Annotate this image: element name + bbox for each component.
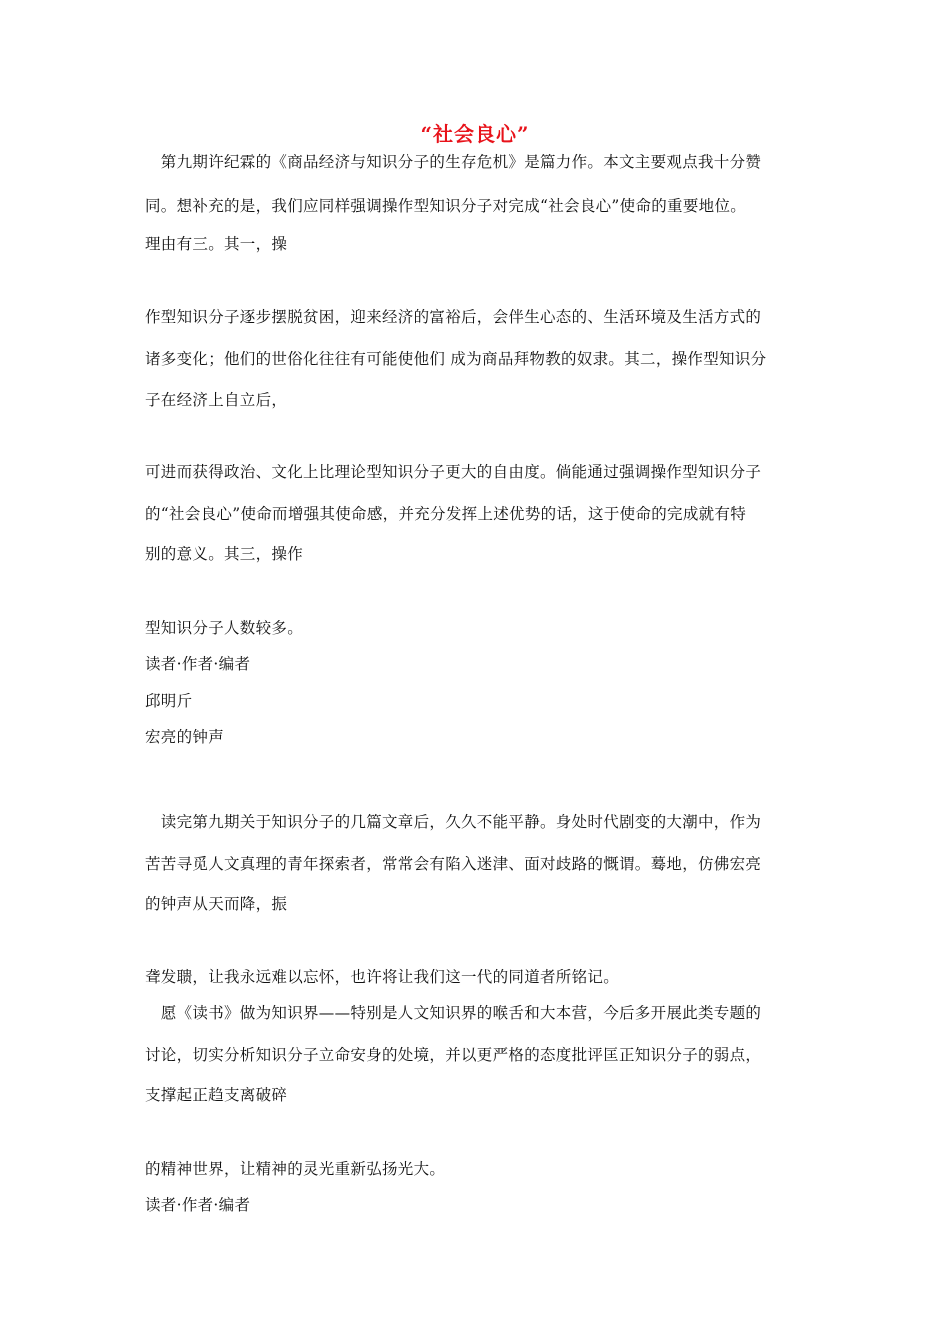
author-name: 邱明斤 [145, 692, 193, 710]
text-line: 苦苦寻觅人文真理的青年探索者，常常会有陷入迷津、面对歧路的慨谓。蓦地，仿佛宏亮 [145, 855, 762, 873]
text-line: 理由有三。其一，操 [145, 235, 288, 253]
section-title: 宏亮的钟声 [145, 728, 225, 746]
section-heading: 读者·作者·编者 [145, 655, 251, 673]
text-line: 愿《读书》做为知识界——特别是人文知识界的喉舌和大本营，今后多开展此类专题的 [145, 1004, 762, 1022]
text-line: 别的意义。其三，操作 [145, 545, 304, 563]
article-title: “社会良心” [420, 122, 530, 146]
text-line: 读完第九期关于知识分子的几篇文章后，久久不能平静。身处时代剧变的大潮中，作为 [145, 813, 762, 831]
text-line: 的“社会良心”使命而增强其使命感，并充分发挥上述优势的话，这于使命的完成就有特 [145, 505, 747, 523]
section-heading: 读者·作者·编者 [145, 1196, 251, 1214]
text-line: 讨论，切实分析知识分子立命安身的处境，并以更严格的态度批评匡正知识分子的弱点， [145, 1046, 762, 1064]
text-line: 诸多变化；他们的世俗化往往有可能使他们 成为商品拜物教的奴隶。其二，操作型知识分 [145, 350, 767, 368]
text-line: 聋发聩，让我永远难以忘怀，也许将让我们这一代的同道者所铭记。 [145, 968, 620, 986]
text-line: 可进而获得政治、文化上比理论型知识分子更大的自由度。倘能通过强调操作型知识分子 [145, 463, 762, 481]
text-line: 第九期许纪霖的《商品经济与知识分子的生存危机》是篇力作。本文主要观点我十分赞 [145, 153, 762, 171]
text-line: 的钟声从天而降，振 [145, 895, 288, 913]
text-line: 子在经济上自立后， [145, 391, 288, 409]
text-line: 作型知识分子逐步摆脱贫困，迎来经济的富裕后，会伴生心态的、生活环境及生活方式的 [145, 308, 762, 326]
text-line: 支撑起正趋支离破碎 [145, 1086, 288, 1104]
text-line: 的精神世界，让精神的灵光重新弘扬光大。 [145, 1160, 446, 1178]
text-line: 型知识分子人数较多。 [145, 619, 304, 637]
text-line: 同。想补充的是，我们应同样强调操作型知识分子对完成“社会良心”使命的重要地位。 [145, 197, 747, 215]
